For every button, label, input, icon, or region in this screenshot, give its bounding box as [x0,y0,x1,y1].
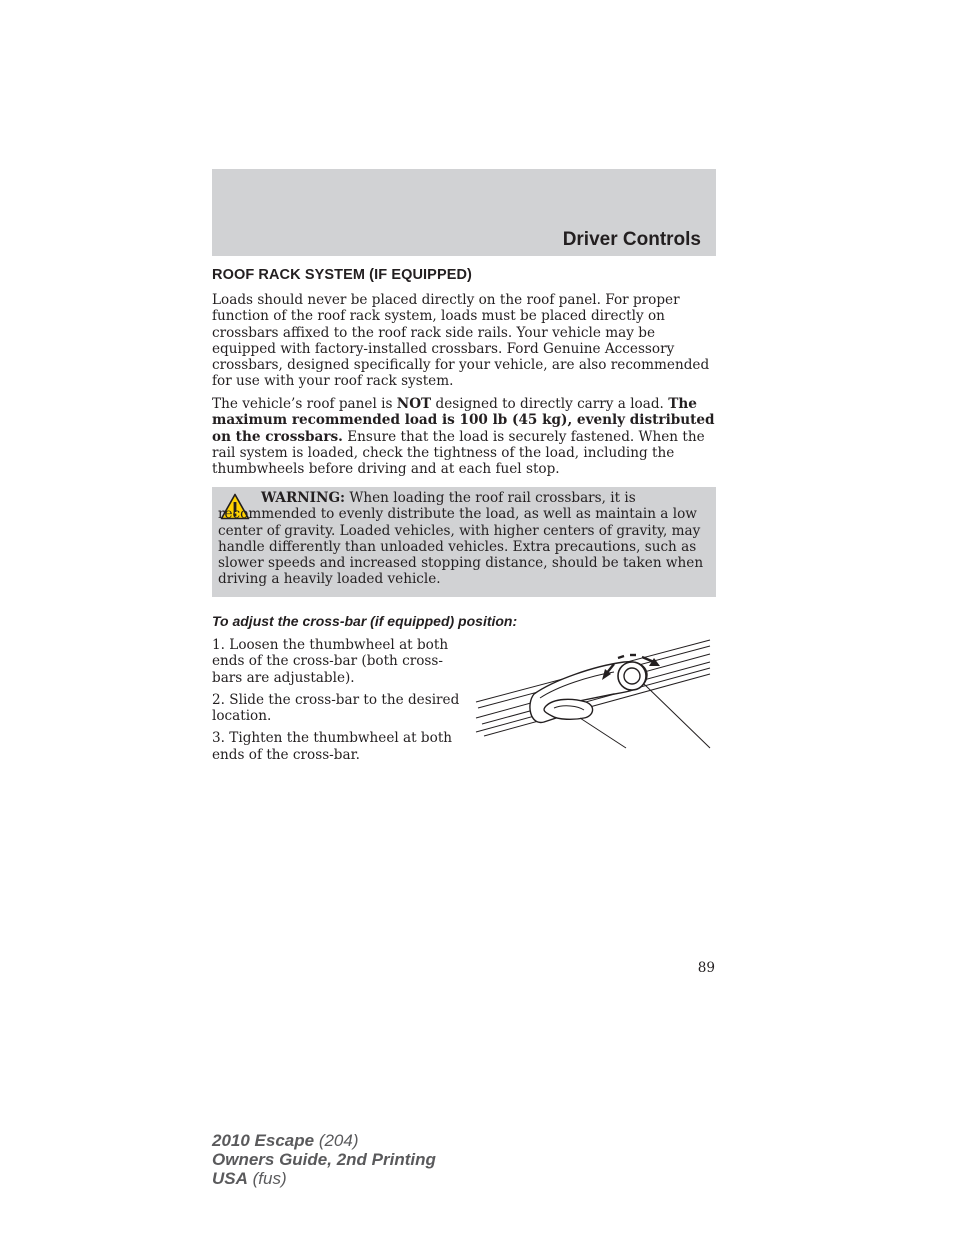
header-band [212,169,716,256]
section-heading: ROOF RACK SYSTEM (IF EQUIPPED) [212,267,472,283]
warning-body: When loading the roof rail crossbars, it is recommended to evenly distribute the load, as well as maintain a low center of gravity. Loaded vehicles, with higher centers of gravity, may handle differently than unloaded vehicles. Extra precautions, such as slower speeds and increased stopping distance, should be taken when driving a heavily loaded vehicle. [218,490,704,588]
footer-market: USA [212,1169,248,1188]
procedure-heading: To adjust the cross-bar (if equipped) position: [212,613,518,629]
step-1: 1. Loosen the thumbwheel at both ends of the cross-bar (both cross-bars are adjustable). [212,637,449,686]
warning-box [212,487,716,597]
load-text-3: Ensure that the load is securely fastened. When the rail system is loaded, check the tightness of the load, including the thumbwheels before driving and at each fuel stop. [212,428,705,478]
warning-label: WARNING: [261,490,346,506]
procedure-steps [212,637,467,769]
warning-text [218,490,710,588]
footer-line-1 [212,1131,436,1150]
footer-model: 2010 Escape [212,1131,315,1150]
step-2: 2. Slide the cross-bar to the desired location. [212,691,460,725]
footer-market-code: (fus) [247,1169,287,1188]
step-3: 3. Tighten the thumbwheel at both ends of the cross-bar. [212,730,453,763]
load-bold-not: NOT [396,396,432,412]
load-text-1: The vehicle’s roof panel is [212,396,397,412]
footer-line-2: Owners Guide, 2nd Printing [212,1150,436,1169]
page-number: 89 [697,960,715,976]
crossbar-thumbwheel-illustration [474,636,714,752]
load-text-2: designed to directly carry a load. [431,396,669,412]
load-bold-limit: The maximum recommended load is 100 lb (45 kg), evenly distributed on the crossbars. [212,396,715,445]
footer-line-3 [212,1169,436,1188]
section-title: Driver Controls [562,229,701,250]
intro-paragraph: Loads should never be placed directly on the roof panel. For proper function of the roof rack system, loads must be placed directly on crossbars affixed to the roof rack side rails. Your vehicle may be equipped with factory-installed crossbars. Ford Genuine Accessory crossbars, designed specifically for your vehicle, are also recommended for use with your roof rack system. [212,292,710,390]
load-paragraph [212,396,716,477]
footer [212,1131,436,1188]
footer-model-code: (204) [314,1131,359,1150]
